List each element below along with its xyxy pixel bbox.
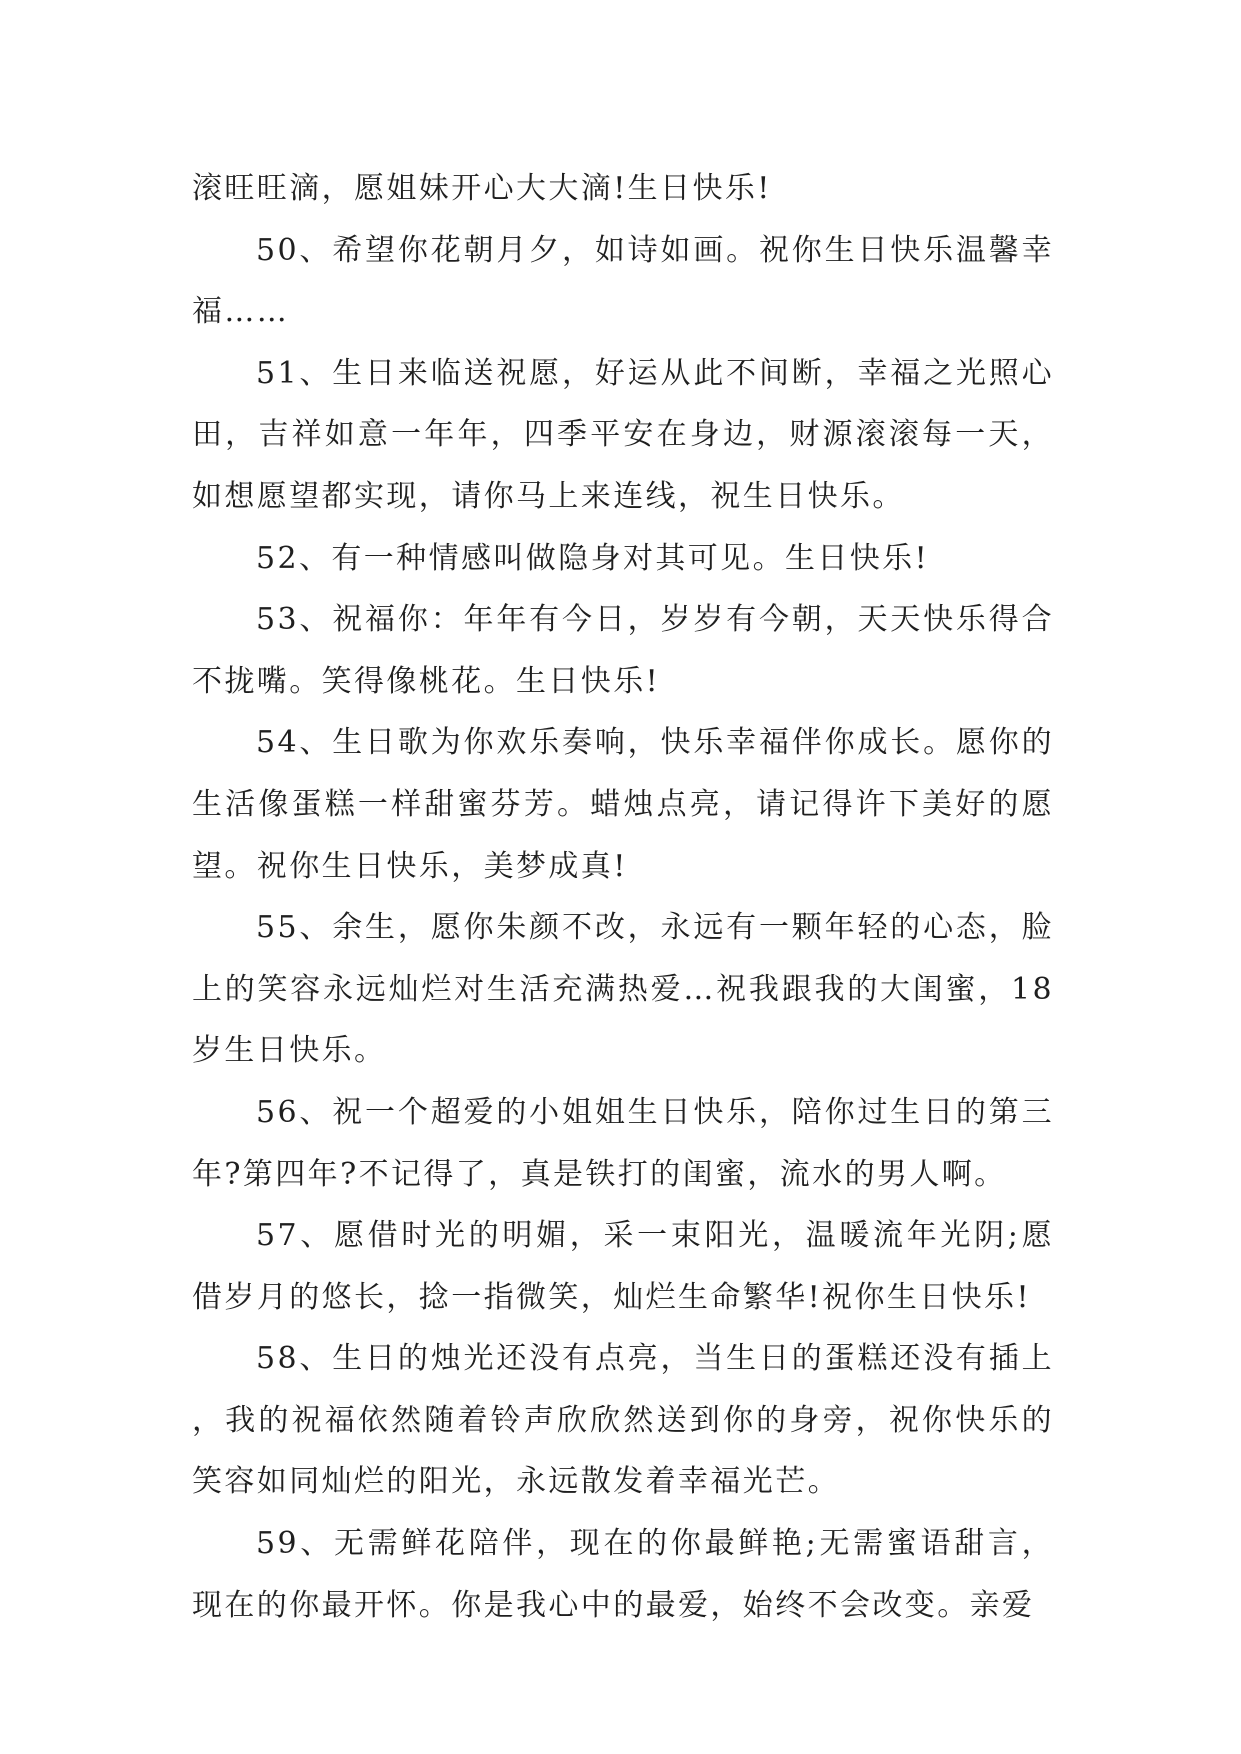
paragraph-57: 57、愿借时光的明媚，采一束阳光，温暖流年光阴;愿借岁月的悠长，捻一指微笑，灿烂生命繁华!祝你生日快乐!	[192, 1218, 1054, 1315]
paragraph-51: 51、生日来临送祝愿，好运从此不间断，幸福之光照心田，吉祥如意一年年，四季平安在身边，财源滚滚每一天，如想愿望都实现，请你马上来连线，祝生日快乐。	[192, 355, 1054, 514]
document-body	[192, 158, 1054, 1636]
paragraph-58: 58、生日的烛光还没有点亮，当生日的蛋糕还没有插上，我的祝福依然随着铃声欣欣然送到你的身旁，祝你快乐的笑容如同灿烂的阳光，永远散发着幸福光芒。	[192, 1341, 1054, 1500]
paragraph-continuation: 滚旺旺滴，愿姐妹开心大大滴!生日快乐!	[192, 171, 772, 206]
paragraph-59: 59、无需鲜花陪伴，现在的你最鲜艳;无需蜜语甜言，现在的你最开怀。你是我心中的最爱，始终不会改变。亲爱	[192, 1526, 1054, 1623]
paragraph-54: 54、生日歌为你欢乐奏响，快乐幸福伴你成长。愿你的生活像蛋糕一样甜蜜芬芳。蜡烛点亮，请记得许下美好的愿望。祝你生日快乐，美梦成真!	[192, 725, 1054, 884]
paragraph-52: 52、有一种情感叫做隐身对其可见。生日快乐!	[256, 540, 930, 576]
paragraph-50: 50、希望你花朝月夕，如诗如画。祝你生日快乐温馨幸福……	[192, 232, 1054, 330]
paragraph-53: 53、祝福你：年年有今日，岁岁有今朝，天天快乐得合不拢嘴。笑得像桃花。生日快乐!	[192, 602, 1054, 699]
paragraph-56: 56、祝一个超爱的小姐姐生日快乐，陪你过生日的第三年?第四年?不记得了，真是铁打的闺蜜，流水的男人啊。	[192, 1094, 1054, 1192]
paragraph-55: 55、余生，愿你朱颜不改，永远有一颗年轻的心态，脸上的笑容永远灿烂对生活充满热爱…祝我跟我的大闺蜜，18岁生日快乐。	[192, 910, 1054, 1069]
